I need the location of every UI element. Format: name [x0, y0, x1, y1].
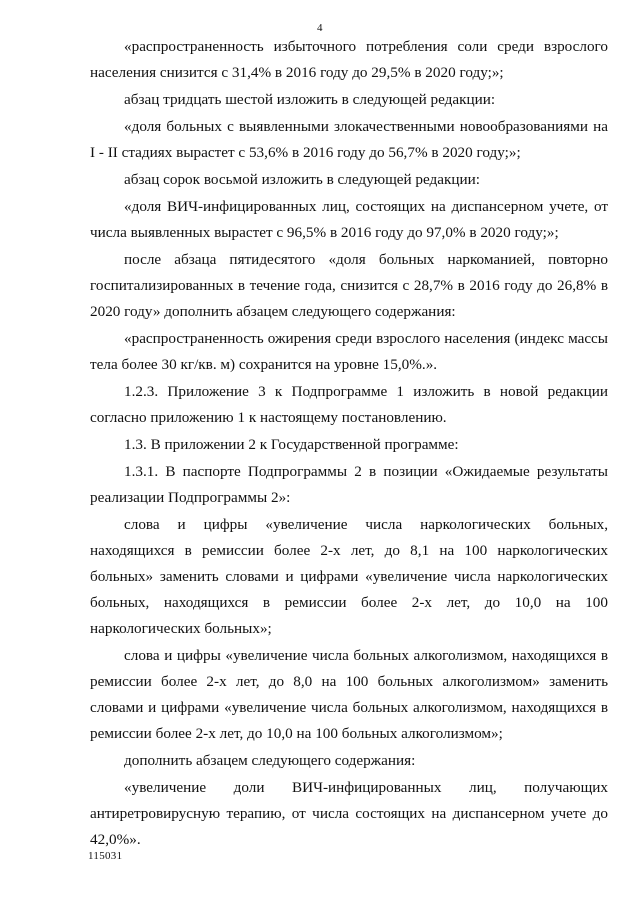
paragraph-13: дополнить абзацем следующего содержания:	[124, 752, 416, 769]
page-number: 4	[317, 22, 323, 34]
paragraph-1: «распространенность избыточного потребления соли среди взрослого населения снизится с 31,4% в 2016 году до 29,5% в 2020 году;»;	[90, 38, 608, 81]
paragraph-4: абзац сорок восьмой изложить в следующей редакции:	[124, 171, 481, 188]
paragraph-14: «увеличение доли ВИЧ-инфицированных лиц, получающих антиретровирусную терапию, от числа состоящих на диспансерном учете до 42,0%».	[90, 779, 608, 848]
paragraph-8: 1.2.3. Приложение 3 к Подпрограмме 1 изложить в новой редакции согласно приложению 1 к настоящему постановлению.	[90, 383, 608, 426]
paragraph-7: «распространенность ожирения среди взрослого населения (индекс массы тела более 30 кг/кв. м) сохранится на уровне 15,0%.».	[90, 330, 608, 373]
paragraph-9: 1.3. В приложении 2 к Государственной программе:	[124, 436, 459, 453]
document-code: 115031	[88, 850, 123, 862]
document-body	[90, 34, 608, 854]
paragraph-5: «доля ВИЧ-инфицированных лиц, состоящих на диспансерном учете, от числа выявленных вырастет с 96,5% в 2016 году до 97,0% в 2020 году;»;	[90, 198, 608, 241]
paragraph-6: после абзаца пятидесятого «доля больных наркоманией, повторно госпитализированных в течение года, снизится с 28,7% в 2016 году до 26,8% в 2020 году» дополнить абзацем следующего содержания:	[90, 251, 608, 320]
paragraph-11: слова и цифры «увеличение числа наркологических больных, находящихся в ремиссии более 2-х лет, до 8,1 на 100 наркологических больных» заменить словами и цифрами «увеличение числа наркологических больных, находящихся в ремиссии более 2-х лет, до 10,0 на 100 наркологических больных»;	[90, 516, 608, 637]
paragraph-2: абзац тридцать шестой изложить в следующей редакции:	[124, 91, 496, 108]
paragraph-10: 1.3.1. В паспорте Подпрограммы 2 в позиции «Ожидаемые результаты реализации Подпрограммы 2»:	[90, 463, 608, 506]
paragraph-3: «доля больных с выявленными злокачественными новообразованиями на I - II стадиях вырастет с 53,6% в 2016 году до 56,7% в 2020 году;»;	[90, 118, 608, 161]
paragraph-12: слова и цифры «увеличение числа больных алкоголизмом, находящихся в ремиссии более 2-х лет, до 8,0 на 100 больных алкоголизмом» заменить словами и цифрами «увеличение числа больных алкоголизмом, находящихся в ремиссии более 2-х лет, до 10,0 на 100 больных алкоголизмом»;	[90, 647, 608, 742]
